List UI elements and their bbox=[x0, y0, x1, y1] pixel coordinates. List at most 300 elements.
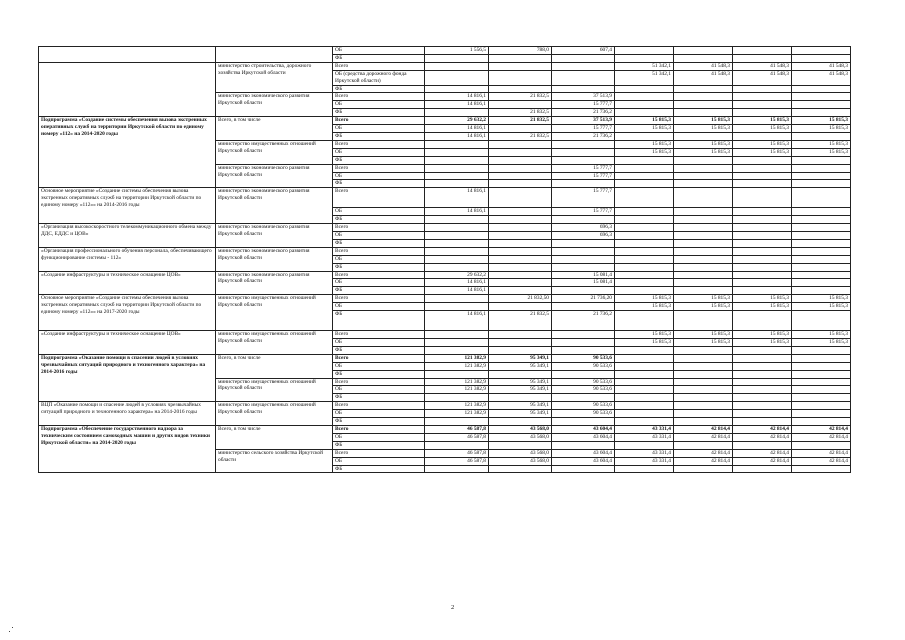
amount-cell bbox=[552, 85, 615, 93]
amount-cell bbox=[733, 232, 792, 240]
amount-cell bbox=[552, 70, 615, 85]
executor-cell: министерство строительства, дорожного хозяйства Иркутской области bbox=[216, 62, 333, 93]
funding-source-cell: ФБ bbox=[333, 263, 425, 271]
amount-cell: 1 556,5 bbox=[425, 47, 489, 55]
amount-cell: 21 736,20 bbox=[552, 295, 615, 303]
amount-cell: 14 816,1 bbox=[425, 311, 489, 331]
amount-cell: 696,3 bbox=[552, 232, 615, 240]
amount-cell bbox=[615, 402, 674, 410]
amount-cell bbox=[674, 188, 733, 208]
funding-source-cell: ФБ bbox=[333, 239, 425, 247]
executor-cell: министерство имущественных отношений Иркутской области bbox=[216, 402, 333, 426]
amount-cell bbox=[792, 386, 851, 394]
executor-cell: министерство сельского хозяйства Иркутской области bbox=[216, 449, 333, 473]
funding-source-cell: ФБ bbox=[333, 287, 425, 295]
amount-cell: 95 349,1 bbox=[489, 354, 552, 362]
amount-cell: 43 604,4 bbox=[552, 457, 615, 465]
funding-source-cell: ОБ bbox=[333, 339, 425, 347]
amount-cell bbox=[615, 271, 674, 279]
amount-cell bbox=[733, 354, 792, 362]
amount-cell: 121 382,9 bbox=[425, 354, 489, 362]
amount-cell: 15 815,3 bbox=[615, 125, 674, 133]
executor-cell: министерство экономического развития Иркутской области bbox=[216, 271, 333, 295]
funding-source-cell: ФБ bbox=[333, 441, 425, 449]
amount-cell bbox=[489, 70, 552, 85]
amount-cell bbox=[733, 109, 792, 117]
amount-cell bbox=[489, 331, 552, 339]
amount-cell: 15 815,3 bbox=[615, 295, 674, 303]
amount-cell bbox=[615, 239, 674, 247]
amount-cell: 90 533,6 bbox=[552, 354, 615, 362]
amount-cell: 41 548,3 bbox=[792, 62, 851, 70]
funding-source-cell: ФБ bbox=[333, 54, 425, 62]
amount-cell bbox=[792, 180, 851, 188]
amount-cell bbox=[733, 378, 792, 386]
amount-cell bbox=[615, 54, 674, 62]
amount-cell: 15 815,3 bbox=[792, 117, 851, 125]
amount-cell bbox=[674, 271, 733, 279]
amount-cell: 46 587,8 bbox=[425, 425, 489, 433]
amount-cell: 15 815,3 bbox=[733, 331, 792, 339]
funding-source-cell: Всего bbox=[333, 93, 425, 101]
amount-cell: 15 815,3 bbox=[733, 339, 792, 347]
amount-cell: 121 382,9 bbox=[425, 378, 489, 386]
amount-cell bbox=[674, 101, 733, 109]
amount-cell bbox=[674, 394, 733, 402]
amount-cell bbox=[615, 441, 674, 449]
amount-cell bbox=[792, 394, 851, 402]
funding-source-cell: Всего bbox=[333, 117, 425, 125]
amount-cell: 15 815,3 bbox=[733, 117, 792, 125]
amount-cell bbox=[489, 125, 552, 133]
amount-cell bbox=[733, 47, 792, 55]
amount-cell bbox=[489, 346, 552, 354]
amount-cell bbox=[615, 311, 674, 331]
amount-cell bbox=[425, 140, 489, 148]
amount-cell: 42 814,4 bbox=[733, 425, 792, 433]
amount-cell bbox=[489, 208, 552, 216]
amount-cell bbox=[425, 109, 489, 117]
amount-cell bbox=[792, 93, 851, 101]
amount-cell: 43 331,4 bbox=[615, 433, 674, 441]
amount-cell bbox=[674, 132, 733, 140]
amount-cell bbox=[489, 247, 552, 255]
program-name-cell: «Организация высокоскоростного телекоммуникационного обмена между ДДС, ЕДДС и ЦОВ» bbox=[39, 224, 216, 248]
amount-cell: 121 382,9 bbox=[425, 402, 489, 410]
amount-cell bbox=[552, 62, 615, 70]
funding-source-cell: ФБ bbox=[333, 85, 425, 93]
amount-cell: 696,3 bbox=[552, 224, 615, 232]
funding-source-cell: ОБ bbox=[333, 172, 425, 180]
amount-cell bbox=[425, 156, 489, 164]
program-name-cell: «Создание инфраструктуры и техническое оснащение ЦОВ» bbox=[39, 271, 216, 295]
amount-cell bbox=[489, 232, 552, 240]
executor-cell: министерство экономического развития Иркутской области bbox=[216, 188, 333, 224]
amount-cell bbox=[733, 465, 792, 473]
amount-cell bbox=[733, 172, 792, 180]
amount-cell bbox=[733, 156, 792, 164]
amount-cell: 15 081,4 bbox=[552, 271, 615, 279]
amount-cell bbox=[674, 402, 733, 410]
funding-source-cell: ОБ bbox=[333, 303, 425, 311]
amount-cell bbox=[733, 402, 792, 410]
funding-source-cell: Всего bbox=[333, 449, 425, 457]
amount-cell: 15 815,3 bbox=[792, 303, 851, 311]
amount-cell: 15 815,3 bbox=[674, 125, 733, 133]
amount-cell bbox=[674, 224, 733, 232]
amount-cell bbox=[489, 156, 552, 164]
amount-cell bbox=[489, 148, 552, 156]
amount-cell bbox=[615, 180, 674, 188]
program-name-cell: Подпрограмма «Оказание помощи в спасении людей в условиях чрезвычайных ситуаций природного и техногенного характера» на 2014-2016 годы bbox=[39, 354, 216, 401]
funding-source-cell: ОБ bbox=[333, 148, 425, 156]
amount-cell bbox=[552, 394, 615, 402]
table-row bbox=[39, 62, 851, 70]
amount-cell bbox=[489, 62, 552, 70]
amount-cell: 15 815,3 bbox=[792, 331, 851, 339]
amount-cell bbox=[615, 410, 674, 418]
amount-cell bbox=[674, 85, 733, 93]
amount-cell: 42 814,4 bbox=[674, 457, 733, 465]
amount-cell bbox=[733, 370, 792, 378]
amount-cell bbox=[674, 311, 733, 331]
amount-cell bbox=[733, 85, 792, 93]
amount-cell bbox=[674, 47, 733, 55]
amount-cell bbox=[792, 418, 851, 426]
amount-cell bbox=[733, 208, 792, 216]
program-name-cell: «Организация профессионального обучения персонала, обеспечивающего функционирование системы - 112» bbox=[39, 247, 216, 271]
amount-cell: 41 548,3 bbox=[674, 70, 733, 85]
amount-cell bbox=[425, 441, 489, 449]
amount-cell bbox=[792, 465, 851, 473]
amount-cell bbox=[792, 287, 851, 295]
amount-cell bbox=[615, 101, 674, 109]
amount-cell bbox=[615, 247, 674, 255]
amount-cell: 90 533,6 bbox=[552, 378, 615, 386]
executor-cell: Всего, в том числе bbox=[216, 425, 333, 449]
amount-cell bbox=[425, 295, 489, 303]
amount-cell bbox=[615, 418, 674, 426]
amount-cell: 46 587,8 bbox=[425, 457, 489, 465]
program-name-cell: Основное мероприятие «Создание системы обеспечения вызова экстренных оперативных служб на территории Иркутской области по единому номеру «112»» на 2014-2016 годы bbox=[39, 188, 216, 224]
amount-cell bbox=[489, 287, 552, 295]
amount-cell bbox=[792, 47, 851, 55]
amount-cell bbox=[792, 362, 851, 370]
funding-source-cell: ФБ bbox=[333, 180, 425, 188]
amount-cell bbox=[733, 362, 792, 370]
funding-source-cell: ФБ bbox=[333, 346, 425, 354]
program-name-cell bbox=[39, 47, 216, 63]
amount-cell bbox=[792, 346, 851, 354]
funding-source-cell: ОБ bbox=[333, 125, 425, 133]
funding-source-cell: ОБ bbox=[333, 279, 425, 287]
amount-cell: 15 815,3 bbox=[733, 303, 792, 311]
amount-cell: 95 349,1 bbox=[489, 402, 552, 410]
executor-cell: министерство имущественных отношений Иркутской области bbox=[216, 331, 333, 355]
amount-cell bbox=[733, 216, 792, 224]
amount-cell: 42 814,4 bbox=[733, 457, 792, 465]
amount-cell: 15 815,3 bbox=[615, 148, 674, 156]
funding-source-cell: ФБ bbox=[333, 370, 425, 378]
amount-cell bbox=[615, 287, 674, 295]
funding-source-cell: ФБ bbox=[333, 394, 425, 402]
funding-source-cell: ОБ (средства дорожного фонда Иркутской области) bbox=[333, 70, 425, 85]
amount-cell: 29 632,2 bbox=[425, 117, 489, 125]
amount-cell: 21 832,5 bbox=[489, 93, 552, 101]
executor-cell: министерство экономического развития Иркутской области bbox=[216, 93, 333, 117]
amount-cell bbox=[615, 47, 674, 55]
amount-cell bbox=[425, 339, 489, 347]
amount-cell: 15 777,7 bbox=[552, 101, 615, 109]
amount-cell bbox=[674, 378, 733, 386]
amount-cell bbox=[674, 362, 733, 370]
amount-cell: 14 816,1 bbox=[425, 279, 489, 287]
amount-cell: 90 533,6 bbox=[552, 362, 615, 370]
amount-cell: 21 736,2 bbox=[552, 109, 615, 117]
amount-cell: 51 342,1 bbox=[615, 62, 674, 70]
executor-cell: Всего, в том числе bbox=[216, 354, 333, 378]
funding-source-cell: ФБ bbox=[333, 156, 425, 164]
amount-cell bbox=[674, 164, 733, 172]
amount-cell: 121 382,9 bbox=[425, 386, 489, 394]
amount-cell bbox=[489, 263, 552, 271]
funding-source-cell: ОБ bbox=[333, 208, 425, 216]
amount-cell bbox=[792, 54, 851, 62]
amount-cell bbox=[674, 216, 733, 224]
amount-cell bbox=[489, 418, 552, 426]
amount-cell: 15 815,3 bbox=[674, 117, 733, 125]
table-row bbox=[39, 224, 851, 232]
budget-table-body bbox=[39, 47, 851, 473]
amount-cell bbox=[674, 239, 733, 247]
table-row bbox=[39, 354, 851, 362]
amount-cell bbox=[733, 441, 792, 449]
amount-cell: 42 814,4 bbox=[792, 433, 851, 441]
funding-source-cell: ОБ bbox=[333, 457, 425, 465]
amount-cell: 41 548,3 bbox=[733, 70, 792, 85]
amount-cell: 15 815,3 bbox=[674, 331, 733, 339]
amount-cell: 15 815,3 bbox=[733, 295, 792, 303]
amount-cell bbox=[615, 354, 674, 362]
funding-source-cell: Всего bbox=[333, 271, 425, 279]
amount-cell bbox=[792, 255, 851, 263]
funding-source-cell: ФБ bbox=[333, 109, 425, 117]
amount-cell: 21 736,2 bbox=[552, 132, 615, 140]
amount-cell bbox=[489, 271, 552, 279]
amount-cell bbox=[733, 255, 792, 263]
amount-cell: 15 815,3 bbox=[674, 140, 733, 148]
amount-cell: 37 513,9 bbox=[552, 117, 615, 125]
amount-cell bbox=[425, 224, 489, 232]
amount-cell: 43 331,4 bbox=[615, 449, 674, 457]
amount-cell bbox=[674, 255, 733, 263]
amount-cell bbox=[615, 263, 674, 271]
amount-cell: 15 815,3 bbox=[733, 125, 792, 133]
funding-source-cell: ОБ bbox=[333, 47, 425, 55]
amount-cell: 43 568,0 bbox=[489, 449, 552, 457]
amount-cell: 41 548,3 bbox=[733, 62, 792, 70]
funding-source-cell: ОБ bbox=[333, 101, 425, 109]
amount-cell bbox=[425, 70, 489, 85]
amount-cell bbox=[489, 85, 552, 93]
funding-source-cell: Всего bbox=[333, 247, 425, 255]
amount-cell bbox=[674, 109, 733, 117]
amount-cell bbox=[792, 263, 851, 271]
amount-cell bbox=[615, 109, 674, 117]
amount-cell bbox=[552, 216, 615, 224]
amount-cell bbox=[733, 263, 792, 271]
amount-cell bbox=[425, 346, 489, 354]
amount-cell bbox=[615, 172, 674, 180]
amount-cell: 121 382,9 bbox=[425, 362, 489, 370]
amount-cell: 95 349,1 bbox=[489, 362, 552, 370]
amount-cell bbox=[792, 402, 851, 410]
amount-cell: 15 815,3 bbox=[615, 303, 674, 311]
amount-cell bbox=[615, 164, 674, 172]
amount-cell bbox=[733, 386, 792, 394]
amount-cell: 95 349,1 bbox=[489, 386, 552, 394]
amount-cell bbox=[489, 164, 552, 172]
amount-cell bbox=[425, 172, 489, 180]
amount-cell bbox=[615, 378, 674, 386]
amount-cell: 43 568,0 bbox=[489, 457, 552, 465]
amount-cell: 15 777,7 bbox=[552, 172, 615, 180]
amount-cell: 21 832,50 bbox=[489, 295, 552, 303]
amount-cell: 15 815,3 bbox=[792, 295, 851, 303]
amount-cell: 15 815,3 bbox=[792, 125, 851, 133]
funding-source-cell: ФБ bbox=[333, 132, 425, 140]
amount-cell bbox=[792, 109, 851, 117]
amount-cell: 90 533,6 bbox=[552, 410, 615, 418]
funding-source-cell: Всего bbox=[333, 62, 425, 70]
amount-cell: 15 815,3 bbox=[674, 148, 733, 156]
table-row bbox=[39, 271, 851, 279]
amount-cell bbox=[674, 386, 733, 394]
funding-source-cell: Всего bbox=[333, 140, 425, 148]
program-name-cell bbox=[39, 62, 216, 116]
amount-cell bbox=[733, 132, 792, 140]
amount-cell bbox=[792, 354, 851, 362]
amount-cell: 42 814,4 bbox=[674, 425, 733, 433]
amount-cell: 42 814,4 bbox=[733, 449, 792, 457]
amount-cell: 42 814,4 bbox=[733, 433, 792, 441]
amount-cell bbox=[552, 418, 615, 426]
amount-cell bbox=[733, 394, 792, 402]
amount-cell bbox=[425, 303, 489, 311]
scan-speck bbox=[9, 631, 10, 632]
amount-cell bbox=[552, 339, 615, 347]
executor-cell: министерство экономического развития Иркутской области bbox=[216, 164, 333, 188]
amount-cell bbox=[489, 279, 552, 287]
amount-cell bbox=[489, 180, 552, 188]
amount-cell: 37 513,9 bbox=[552, 93, 615, 101]
amount-cell: 21 832,5 bbox=[489, 311, 552, 331]
funding-source-cell: Всего bbox=[333, 402, 425, 410]
amount-cell bbox=[425, 148, 489, 156]
amount-cell bbox=[733, 188, 792, 208]
amount-cell bbox=[674, 370, 733, 378]
amount-cell bbox=[733, 93, 792, 101]
amount-cell bbox=[792, 279, 851, 287]
amount-cell bbox=[674, 287, 733, 295]
amount-cell bbox=[674, 418, 733, 426]
amount-cell bbox=[615, 216, 674, 224]
amount-cell bbox=[792, 164, 851, 172]
amount-cell bbox=[615, 85, 674, 93]
amount-cell bbox=[425, 164, 489, 172]
amount-cell: 15 777,7 bbox=[552, 188, 615, 208]
amount-cell: 15 815,3 bbox=[674, 295, 733, 303]
amount-cell bbox=[489, 465, 552, 473]
funding-source-cell: Всего bbox=[333, 425, 425, 433]
amount-cell bbox=[792, 271, 851, 279]
amount-cell bbox=[425, 216, 489, 224]
amount-cell: 42 814,4 bbox=[792, 457, 851, 465]
amount-cell bbox=[792, 188, 851, 208]
amount-cell: 14 816,1 bbox=[425, 287, 489, 295]
amount-cell: 15 815,3 bbox=[792, 148, 851, 156]
amount-cell: 14 816,1 bbox=[425, 132, 489, 140]
amount-cell bbox=[792, 311, 851, 331]
amount-cell: 15 815,3 bbox=[615, 117, 674, 125]
amount-cell bbox=[733, 239, 792, 247]
amount-cell: 90 533,6 bbox=[552, 386, 615, 394]
funding-source-cell: ФБ bbox=[333, 216, 425, 224]
amount-cell bbox=[552, 465, 615, 473]
amount-cell bbox=[489, 303, 552, 311]
amount-cell bbox=[615, 156, 674, 164]
amount-cell: 43 604,4 bbox=[552, 425, 615, 433]
amount-cell bbox=[425, 370, 489, 378]
amount-cell bbox=[489, 224, 552, 232]
amount-cell: 15 815,3 bbox=[733, 140, 792, 148]
table-row bbox=[39, 117, 851, 125]
amount-cell: 90 533,6 bbox=[552, 402, 615, 410]
amount-cell bbox=[552, 247, 615, 255]
table-row bbox=[39, 247, 851, 255]
amount-cell bbox=[733, 279, 792, 287]
amount-cell bbox=[425, 465, 489, 473]
amount-cell bbox=[792, 101, 851, 109]
amount-cell: 15 815,3 bbox=[615, 339, 674, 347]
amount-cell: 46 587,8 bbox=[425, 449, 489, 457]
amount-cell: 607,4 bbox=[552, 47, 615, 55]
amount-cell: 43 568,0 bbox=[489, 433, 552, 441]
amount-cell bbox=[425, 263, 489, 271]
executor-cell: министерство имущественных отношений Иркутской области bbox=[216, 140, 333, 164]
amount-cell: 14 816,1 bbox=[425, 208, 489, 216]
amount-cell bbox=[552, 441, 615, 449]
table-row bbox=[39, 331, 851, 339]
amount-cell: 41 548,3 bbox=[792, 70, 851, 85]
amount-cell bbox=[425, 247, 489, 255]
amount-cell: 15 777,7 bbox=[552, 125, 615, 133]
amount-cell: 95 349,1 bbox=[489, 378, 552, 386]
amount-cell: 15 815,3 bbox=[733, 148, 792, 156]
scan-speck bbox=[12, 627, 13, 628]
amount-cell bbox=[674, 54, 733, 62]
amount-cell: 15 777,7 bbox=[552, 208, 615, 216]
table-row bbox=[39, 402, 851, 410]
funding-source-cell: Всего bbox=[333, 354, 425, 362]
amount-cell: 51 342,1 bbox=[615, 70, 674, 85]
amount-cell bbox=[792, 441, 851, 449]
table-row bbox=[39, 295, 851, 303]
amount-cell bbox=[552, 180, 615, 188]
funding-source-cell: Всего bbox=[333, 224, 425, 232]
amount-cell bbox=[615, 255, 674, 263]
funding-source-cell: ОБ bbox=[333, 386, 425, 394]
